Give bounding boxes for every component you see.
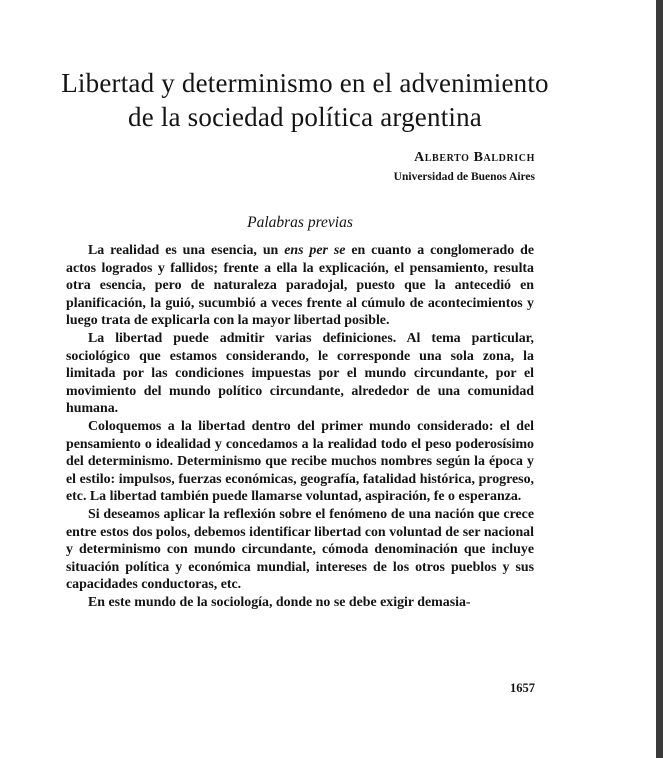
paragraph-3: Coloquemos a la libertad dentro del primer mundo considerado: el del pensamiento o idealidad y concedamos a la realidad todo el peso poderosísimo del determinismo. Determinismo que recibe muchos nombres según la época y el estilo: impulsos, fuerzas económicas, geografía, fatalidad histórica, progreso, etc. La libertad también puede llamarse voluntad, aspiración, fe o esperanza. (66, 418, 534, 505)
paragraph-1-latin-phrase: ens per se (284, 243, 346, 258)
title-line-2: de la sociedad política argentina (128, 102, 482, 132)
article-body (66, 242, 534, 611)
paragraph-4: Si deseamos aplicar la reflexión sobre el fenómeno de una nación que crece entre estos dos polos, debemos identificar libertad con voluntad de ser nacional y determinismo con mundo circundante, cómoda denominación que incluye situación política y económica mundial, intereses de los otros pueblos y sus capacidades conductoras, etc. (66, 506, 534, 593)
paragraph-5: En este mundo de la sociología, donde no se debe exigir demasia- (88, 594, 471, 610)
article-title (40, 66, 570, 134)
paragraph-1-text-a: La realidad es una esencia, un (88, 243, 285, 258)
author-name: Alberto Baldrich (414, 150, 535, 165)
scan-edge-shadow (656, 0, 663, 758)
author-affiliation: Universidad de Buenos Aires (393, 171, 535, 183)
paragraph-1 (66, 242, 534, 330)
author-block (394, 150, 535, 185)
section-heading: Palabras previas (247, 214, 353, 231)
paragraph-2: La libertad puede admitir varias definiciones. Al tema particular, sociológico que estamos considerando, le corresponde una sola zona, la limitada por las condiciones impuestas por el mundo circundante, por el movimiento del mundo político circundante, alrededor de una comunidad humana. (66, 330, 534, 417)
paragraph-1-text-b: en cuanto a conglomerado de actos logrados y fallidos; frente a ella la explicación, el pensamiento, resulta otra esencia, pero de naturaleza paradojal, puesto que la antecedió en planificación, la guió, sucumbió a veces frente al cúmulo de acontecimientos y luego trata de explicarla con la mayor libertad posible. (66, 243, 534, 329)
title-line-1: Libertad y determinismo en el advenimiento (61, 68, 549, 98)
page-number: 1657 (510, 681, 535, 695)
